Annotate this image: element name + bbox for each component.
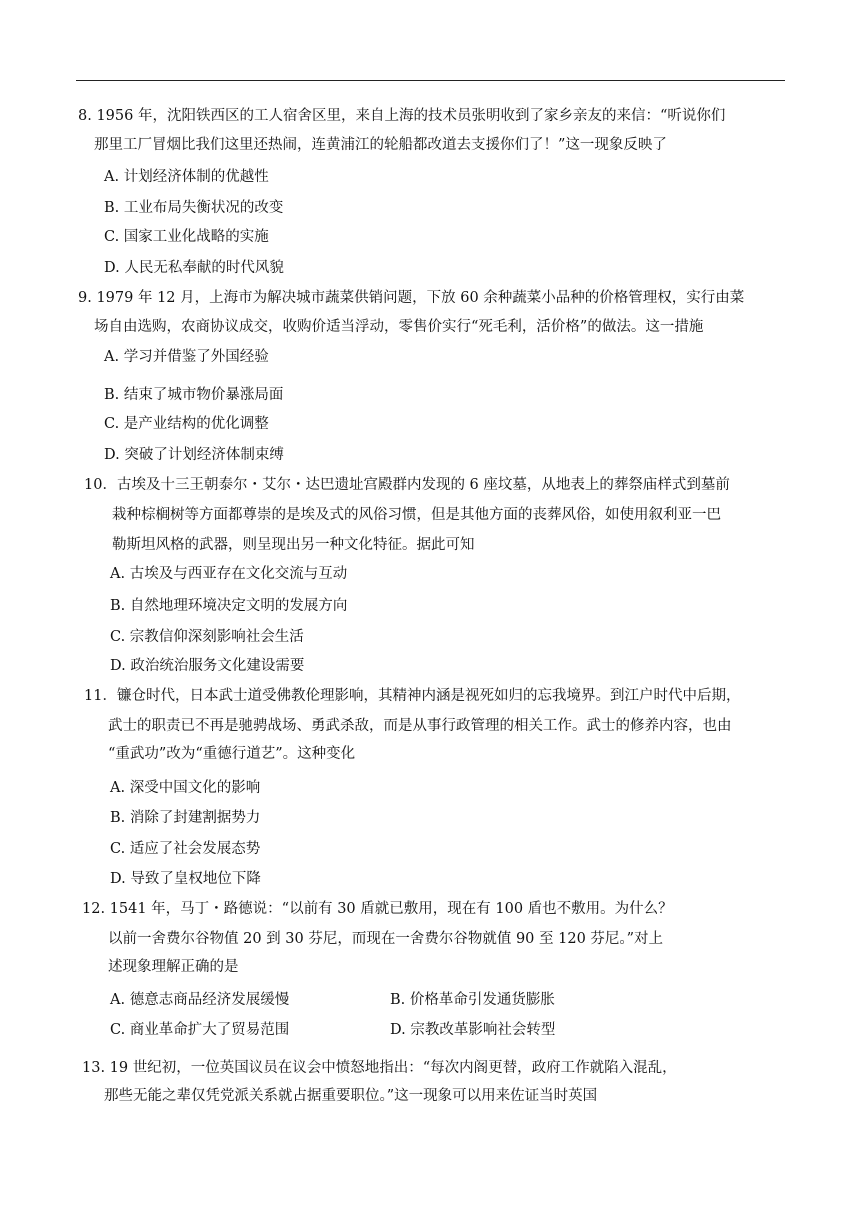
q12-stem-line-1: 12. 1541 年，马丁・路德说：“以前有 30 盾就已敷用，现在有 100 盾也不敷用。为什么？ <box>82 901 673 917</box>
q8-stem-line-1: 8. 1956 年，沈阳铁西区的工人宿舍区里，来自上海的技术员张明收到了家乡亲友的来信：“听说你们 <box>78 108 726 124</box>
q11-stem-line-1: 11．镰仓时代，日本武士道受佛教伦理影响，其精神内涵是视死如归的忘我境界。到江户时代中后期， <box>84 688 741 704</box>
q10-stem-line-2: 栽种棕榈树等方面都尊崇的是埃及式的风俗习惯，但是其他方面的丧葬风俗，如使用叙利亚一巴 <box>112 507 721 523</box>
q9-option-a: A. 学习并借鉴了外国经验 <box>104 349 269 365</box>
q11-option-d: D. 导致了皇权地位下降 <box>110 871 261 887</box>
q12-option-c: C. 商业革命扩大了贸易范围 <box>110 1022 290 1038</box>
q8-option-c: C. 国家工业化战略的实施 <box>104 229 269 245</box>
q12-option-a: A. 德意志商品经济发展缓慢 <box>110 992 290 1008</box>
q11-option-b: B. 消除了封建割据势力 <box>110 810 261 826</box>
q13-stem-line-1: 13. 19 世纪初，一位英国议员在议会中愤怒地指出：“每次内阁更替，政府工作就陷入混乱， <box>82 1060 677 1076</box>
q10-option-c: C. 宗教信仰深刻影响社会生活 <box>110 629 304 645</box>
q12-option-b: B. 价格革命引发通货膨胀 <box>390 992 555 1008</box>
q12-stem-line-2: 以前一舍费尔谷物值 20 到 30 芬尼，而现在一舍费尔谷物就值 90 至 120 芬尼。”对上 <box>108 931 664 947</box>
q10-option-d: D. 政治统治服务文化建设需要 <box>110 658 305 674</box>
header-rule <box>76 80 785 81</box>
q8-option-b: B. 工业布局失衡状况的改变 <box>104 200 284 216</box>
q9-stem-line-2: 场自由选购，农商协议成交，收购价适当浮动，零售价实行“死毛利，活价格”的做法。这一措施 <box>94 319 704 335</box>
q10-option-a: A. 古埃及与西亚存在文化交流与互动 <box>110 566 348 582</box>
q12-stem-line-3: 述现象理解正确的是 <box>108 959 239 975</box>
q9-option-d: D. 突破了计划经济体制束缚 <box>104 447 284 463</box>
q8-option-d: D. 人民无私奉献的时代风貌 <box>104 260 284 276</box>
q13-stem-line-2: 那些无能之辈仅凭党派关系就占据重要职位。”这一现象可以用来佐证当时英国 <box>104 1088 598 1104</box>
q8-stem-line-2: 那里工厂冒烟比我们这里还热闹，连黄浦江的轮船都改道去支援你们了！”这一现象反映了 <box>94 137 667 153</box>
q10-stem-line-3: 勒斯坦风格的武器，则呈现出另一种文化特征。据此可知 <box>112 537 475 553</box>
q10-option-b: B. 自然地理环境决定文明的发展方向 <box>110 598 348 614</box>
q12-option-d: D. 宗教改革影响社会转型 <box>390 1022 556 1038</box>
q9-option-c: C. 是产业结构的优化调整 <box>104 416 269 432</box>
q11-option-a: A. 深受中国文化的影响 <box>110 780 261 796</box>
q9-stem-line-1: 9. 1979 年 12 月，上海市为解决城市蔬菜供销问题，下放 60 余种蔬菜小品种的价格管理权，实行由菜 <box>78 290 745 306</box>
q11-option-c: C. 适应了社会发展态势 <box>110 841 261 857</box>
q8-option-a: A. 计划经济体制的优越性 <box>104 169 269 185</box>
q10-stem-line-1: 10．古埃及十三王朝泰尔・艾尔・达巴遗址宫殿群内发现的 6 座坟墓，从地表上的葬祭庙样式到墓前 <box>84 477 730 493</box>
q11-stem-line-3: “重武功”改为“重德行道艺”。这种变化 <box>108 746 356 762</box>
q9-option-b: B. 结束了城市物价暴涨局面 <box>104 387 284 403</box>
q11-stem-line-2: 武士的职责已不再是驰骋战场、勇武杀敌，而是从事行政管理的相关工作。武士的修养内容，也由 <box>108 718 732 734</box>
